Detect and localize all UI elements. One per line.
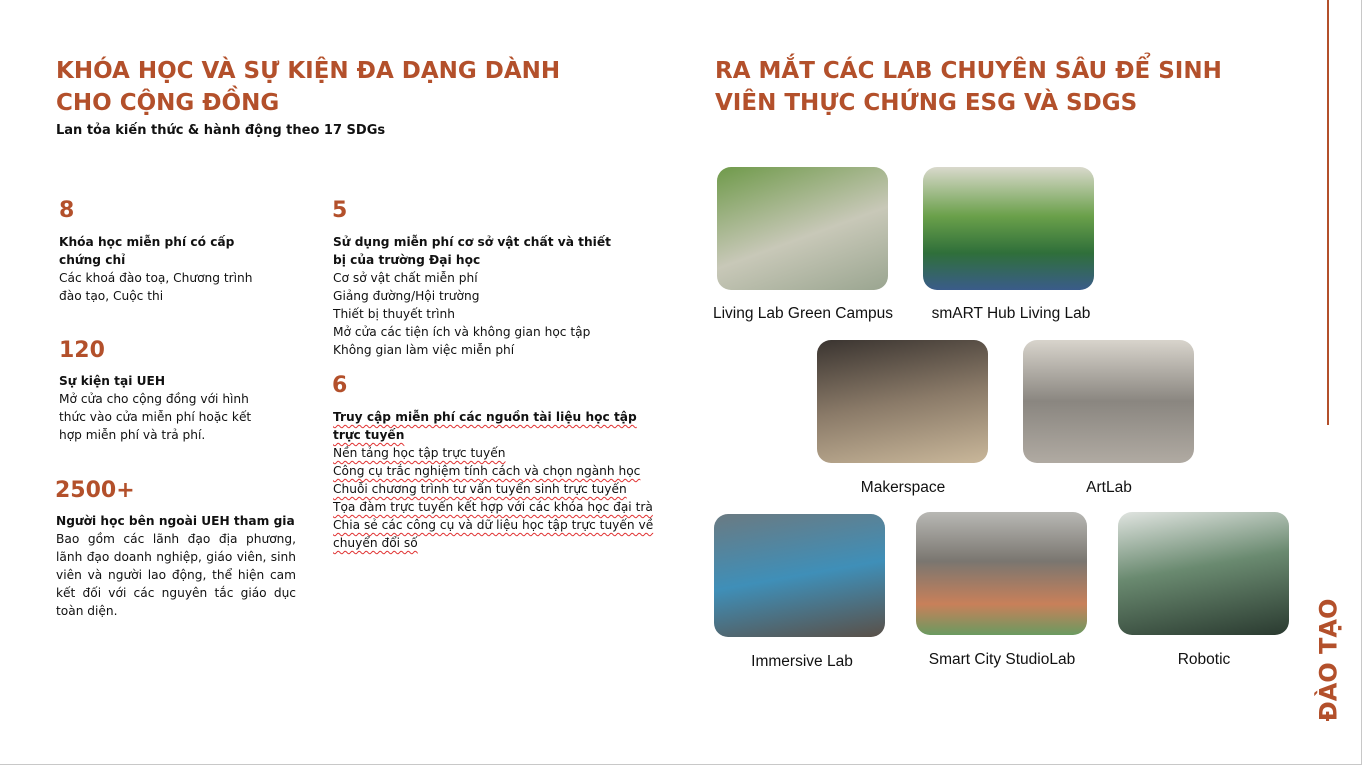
stat-block <box>56 512 296 620</box>
stat-line: Thiết bị thuyết trình <box>333 307 455 321</box>
stat-heading: Sự kiện tại UEH <box>59 374 166 388</box>
stat-heading: Truy cập miễn phí các nguồn tài liệu học tập trực tuyến <box>333 410 637 442</box>
lab-photo-artlab <box>1023 340 1194 463</box>
lab-caption: ArtLab <box>1086 479 1132 496</box>
lab-photo-robotic <box>1118 512 1289 635</box>
stat-number: 5 <box>332 198 348 223</box>
right-title: RA MẮT CÁC LAB CHUYÊN SÂU ĐỂ SINH VIÊN THỰC CHỨNG ESG VÀ SDGS <box>715 58 1222 116</box>
stat-text: Mở cửa cho cộng đồng với hình thức vào cửa miễn phí hoặc kết hợp miễn phí và trả phí. <box>59 392 252 442</box>
stat-heading: Người học bên ngoài UEH tham gia <box>56 514 295 528</box>
stat-number: 2500+ <box>55 478 135 503</box>
stat-block <box>333 233 623 359</box>
left-subtitle: Lan tỏa kiến thức & hành động theo 17 SDGs <box>56 123 386 138</box>
stat-line: Giảng đường/Hội trường <box>333 289 480 303</box>
stat-line: Công cụ trắc nghiệm tính cách và chọn ngành học <box>333 464 641 478</box>
lab-photo-smart-hub <box>923 167 1094 290</box>
stat-line: Chia sẻ các công cụ và dữ liệu học tập trực tuyến về chuyển đổi số <box>333 518 654 550</box>
stat-number: 120 <box>59 338 105 363</box>
stat-text: Bao gồm các lãnh đạo địa phương, lãnh đạo doanh nghiệp, giáo viên, sinh viên và người lao động, thể hiện cam kết đối với các nguyên tắc giáo dục toàn diện. <box>56 532 296 618</box>
lab-photo-smart-city <box>916 512 1087 635</box>
stat-line: Tọa đàm trực tuyến kết hợp với các khóa học đại trà <box>333 500 653 514</box>
stat-line: Không gian làm việc miễn phí <box>333 343 515 357</box>
lab-caption: Makerspace <box>860 479 946 496</box>
stat-line: Mở cửa các tiện ích và không gian học tập <box>333 325 591 339</box>
accent-divider <box>1327 0 1329 425</box>
stat-text: Các khoá đào toạ, Chương trình đào tạo, Cuộc thi <box>59 271 253 303</box>
stat-heading: Khóa học miễn phí có cấp chứng chỉ <box>59 235 235 267</box>
stat-block <box>59 233 269 305</box>
lab-caption: Living Lab Green Campus <box>712 305 894 322</box>
lab-caption: Immersive Lab <box>751 653 853 670</box>
lab-photo-living-lab <box>717 167 888 290</box>
stat-block <box>59 372 274 444</box>
stat-line: Cơ sở vật chất miễn phí <box>333 271 478 285</box>
stat-number: 6 <box>332 373 348 398</box>
stat-line: Nền tảng học tập trực tuyến <box>333 446 506 460</box>
lab-caption: smART Hub Living Lab <box>931 305 1091 322</box>
stat-number: 8 <box>59 198 75 223</box>
stat-line: Chuỗi chương trình tư vấn tuyển sinh trực tuyến <box>333 482 627 496</box>
lab-caption: Robotic <box>1177 651 1231 668</box>
lab-photo-immersive <box>714 514 885 637</box>
lab-photo-makerspace <box>817 340 988 463</box>
stat-heading: Sử dụng miễn phí cơ sở vật chất và thiết bị của trường Đại học <box>333 235 611 267</box>
lab-caption: Smart City StudioLab <box>928 651 1076 668</box>
section-label-text: ĐÀO TẠO <box>1314 598 1343 722</box>
section-label <box>1300 590 1356 730</box>
stat-block <box>333 408 668 552</box>
left-title: KHÓA HỌC VÀ SỰ KIỆN ĐA DẠNG DÀNH CHO CỘNG ĐỒNG <box>56 58 561 116</box>
